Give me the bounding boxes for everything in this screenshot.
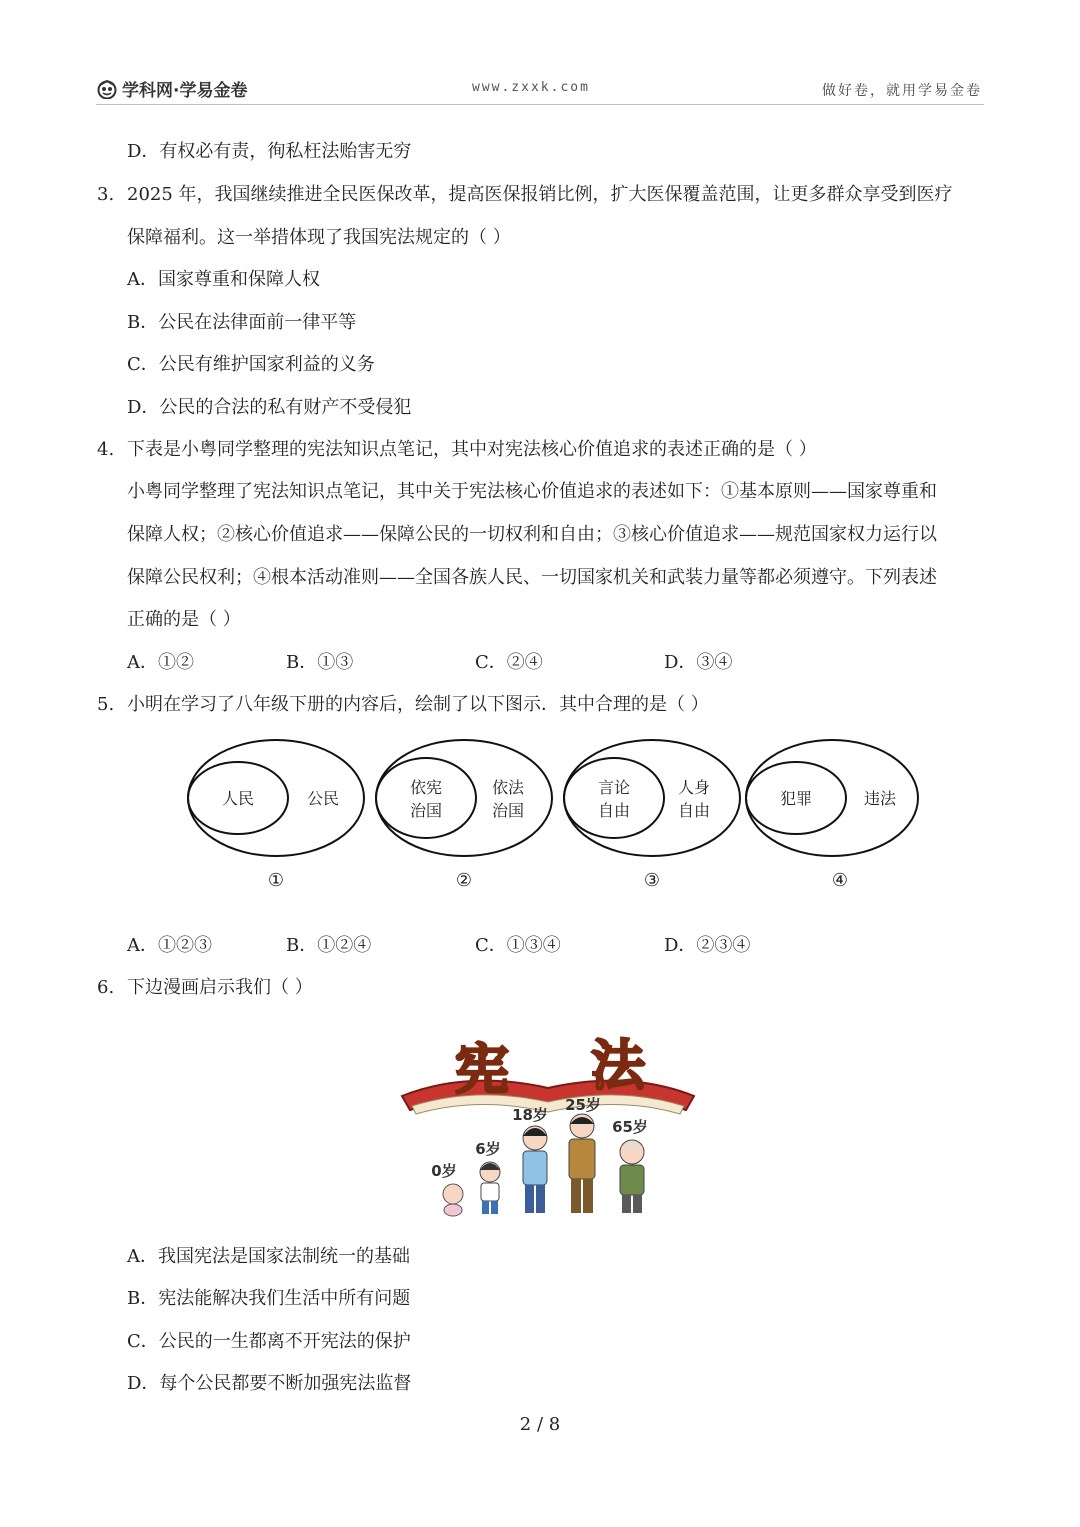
child-figure: [480, 1162, 500, 1214]
inner-label: 犯罪: [779, 789, 813, 808]
venn-diagram-4: [746, 740, 918, 891]
brand-name: 学科网·学易金卷: [122, 81, 248, 101]
q6-number: 6.: [97, 977, 115, 998]
outer-label-line2: 自由: [677, 801, 711, 820]
q3-stem-line2: 保障福利。这一举措体现了我国宪法规定的（ ）: [127, 227, 511, 248]
diagram-number: ①: [267, 870, 285, 891]
q6-option-a: A．我国宪法是国家法制统一的基础: [127, 1246, 410, 1267]
outer-ellipse: [564, 740, 740, 856]
q5-option-d: D．②③④: [664, 935, 751, 956]
constitution-cartoon: [398, 1026, 698, 1222]
venn-diagram-2: [376, 740, 552, 891]
q3-option-c: C．公民有维护国家利益的义务: [127, 354, 375, 375]
q6-option-b: B．宪法能解决我们生活中所有问题: [127, 1288, 411, 1309]
outer-label: 公民: [306, 789, 340, 808]
q4-option-b: B．①③: [286, 652, 354, 673]
q4-number: 4.: [97, 439, 115, 460]
q4-body-line1: 小粤同学整理了宪法知识点笔记，其中关于宪法核心价值追求的表述如下：①基本原则——国家尊重和: [127, 481, 937, 502]
cartoon-title-right: 法: [591, 1034, 645, 1097]
age-label-6: 6岁: [475, 1140, 501, 1158]
diagram-number: ③: [643, 870, 661, 891]
elder-figure: [620, 1140, 644, 1213]
q5-option-b: B．①②④: [286, 935, 372, 956]
book-banner: [402, 1081, 694, 1114]
age-label-65: 65岁: [612, 1118, 648, 1136]
cartoon-title-left: 宪: [455, 1038, 509, 1101]
age-label-25: 25岁: [565, 1096, 601, 1114]
age-label-18: 18岁: [512, 1106, 548, 1124]
q2-option-d: D．有权必有责，徇私枉法贻害无穷: [127, 141, 412, 162]
q4-option-a: A．①②: [127, 652, 194, 673]
site-url: www.zxxk.com: [472, 80, 590, 95]
q4-body-line3: 保障公民权利；④根本活动准则——全国各族人民、一切国家机关和武装力量等都必须遵守。下列表述: [127, 567, 937, 588]
inner-label: 人民: [221, 789, 255, 808]
inner-ellipse: [376, 758, 476, 838]
page-header: [96, 74, 984, 105]
q4-stem: 下表是小粤同学整理的宪法知识点笔记，其中对宪法核心价值追求的表述正确的是（ ）: [127, 439, 817, 460]
inner-ellipse: [564, 758, 664, 838]
outer-label-line1: 依法: [491, 778, 525, 797]
q3-option-b: B．公民在法律面前一律平等: [127, 312, 357, 333]
venn-diagram-3: [564, 740, 740, 891]
logo-icon: [96, 79, 118, 99]
q4-option-c: C．②④: [475, 652, 543, 673]
outer-label-line2: 治国: [491, 801, 525, 820]
q4-option-d: D．③④: [664, 652, 733, 673]
inner-label-line2: 治国: [409, 801, 443, 820]
teen-figure: [523, 1126, 547, 1213]
inner-label-line1: 言论: [597, 778, 631, 797]
header-slogan: 做好卷，就用学易金卷: [822, 83, 982, 99]
adult-figure: [569, 1114, 595, 1213]
q5-option-c: C．①③④: [475, 935, 561, 956]
q5-number: 5.: [97, 694, 115, 715]
q6-option-c: C．公民的一生都离不开宪法的保护: [127, 1331, 411, 1352]
outer-label: 违法: [863, 789, 897, 808]
baby-figure: [443, 1184, 463, 1216]
age-label-0: 0岁: [431, 1162, 457, 1180]
outer-label-line1: 人身: [677, 778, 711, 797]
q5-stem: 小明在学习了八年级下册的内容后，绘制了以下图示．其中合理的是（ ）: [127, 694, 709, 715]
outer-ellipse: [376, 740, 552, 856]
q6-stem: 下边漫画启示我们（ ）: [127, 977, 313, 998]
q4-body-line2: 保障人权；②核心价值追求——保障公民的一切权利和自由；③核心价值追求——规范国家权力运行以: [127, 524, 937, 545]
q4-body-line4: 正确的是（ ）: [127, 609, 241, 630]
inner-label-line1: 依宪: [409, 778, 443, 797]
q3-number: 3.: [97, 184, 115, 205]
inner-label-line2: 自由: [597, 801, 631, 820]
page-number: 2 / 8: [519, 1414, 561, 1435]
diagram-number: ④: [831, 870, 849, 891]
q6-option-d: D．每个公民都要不断加强宪法监督: [127, 1373, 412, 1394]
q5-option-a: A．①②③: [127, 935, 212, 956]
venn-diagram-1: [188, 740, 364, 891]
q3-option-d: D．公民的合法的私有财产不受侵犯: [127, 397, 412, 418]
venn-diagrams: [186, 738, 926, 898]
diagram-number: ②: [455, 870, 473, 891]
q3-option-a: A．国家尊重和保障人权: [127, 269, 320, 290]
brand: [96, 76, 247, 101]
q3-stem-line1: 2025 年，我国继续推进全民医保改革，提高医保报销比例，扩大医保覆盖范围，让更多群众享受到医疗: [127, 184, 953, 205]
